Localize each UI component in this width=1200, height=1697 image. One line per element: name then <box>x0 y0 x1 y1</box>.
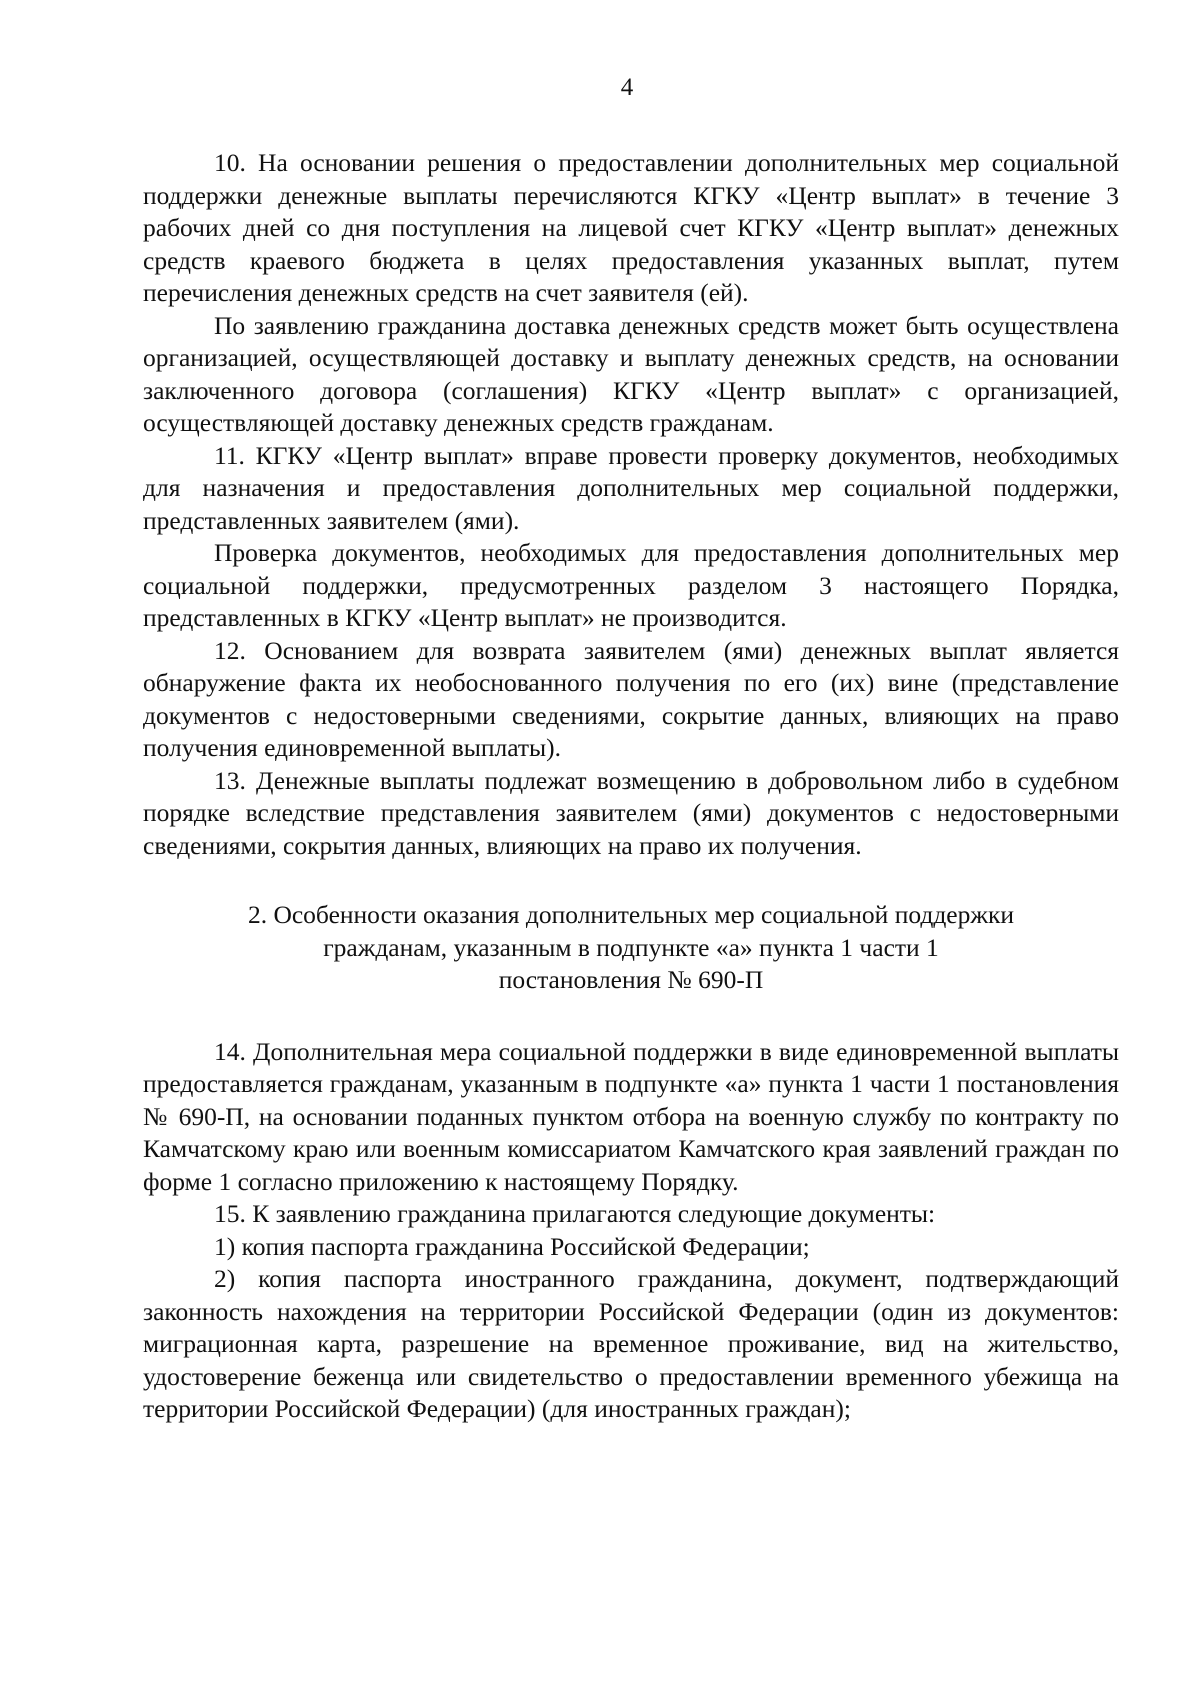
section-title-line-1: 2. Особенности оказания дополнительных мер социальной поддержки <box>247 900 1015 929</box>
paragraph-12: 12. Основанием для возврата заявителем (ями) денежных выплат является обнаружение факта их необоснованного получения по его (их) вине (представление документов с недостоверными сведениями, сокрытие данных, влияющих на право получения единовременной выплаты). <box>143 635 1119 762</box>
paragraph-10: 10. На основании решения о предоставлении дополнительных мер социальной поддержки денежные выплаты перечисляются КГКУ «Центр выплат» в течение 3 рабочих дней со дня поступления на лицевой счет КГКУ «Центр выплат» денежных средств краевого бюджета в целях предоставления указанных выплат, путем перечисления денежных средств на счет заявителя (ей). <box>143 148 1119 307</box>
list-item-2: 2) копия паспорта иностранного гражданина, документ, подтверждающий законность нахождения на территории Российской Федерации (один из документов: миграционная карта, разрешение на временное проживание, вид на жительство, удостоверение беженца или свидетельство о предоставлении временного убежища на территории Российской Федерации) (для иностранных граждан); <box>143 1264 1119 1423</box>
paragraph-13: 13. Денежные выплаты подлежат возмещению в добровольном либо в судебном порядке вследствие представления заявителем (ями) документов с недостоверными сведениями, сокрытия данных, влияющих на право их получения. <box>143 765 1119 860</box>
paragraph-15: 15. К заявлению гражданина прилагаются следующие документы: <box>214 1199 936 1228</box>
paragraph-verification: Проверка документов, необходимых для предоставления дополнительных мер социальной поддержки, предусмотренных разделом 3 настоящего Порядка, представленных в КГКУ «Центр выплат» не производится. <box>143 538 1119 632</box>
list-item-1: 1) копия паспорта гражданина Российской Федерации; <box>214 1231 810 1261</box>
paragraph-delivery: По заявлению гражданина доставка денежных средств может быть осуществлена организацией, осуществляющей доставку и выплату денежных средств, на основании заключенного договора (соглашения) КГКУ «Центр выплат» с организацией, осуществляющей доставку денежных средств гражданам. <box>143 310 1119 437</box>
section-title-line-3: постановления № 690-П <box>498 965 764 994</box>
paragraph-11: 11. КГКУ «Центр выплат» вправе провести проверку документов, необходимых для назначения и предоставления дополнительных мер социальной поддержки, представленных заявителем (ями). <box>143 440 1119 535</box>
paragraph-14: 14. Дополнительная мера социальной поддержки в виде единовременной выплаты предоставляется гражданам, указанным в подпункте «а» пункта 1 части 1 постановления № 690-П, на основании поданных пунктом отбора на военную службу по контракту по Камчатскому краю или военным комиссариатом Камчатского края заявлений граждан по форме 1 согласно приложению к настоящему Порядку. <box>143 1036 1119 1196</box>
section-title <box>143 899 1119 997</box>
section-title-line-2: гражданам, указанным в подпункте «а» пункта 1 части 1 <box>323 932 939 962</box>
document-body <box>143 147 1119 1426</box>
page-number: 4 <box>620 74 634 101</box>
